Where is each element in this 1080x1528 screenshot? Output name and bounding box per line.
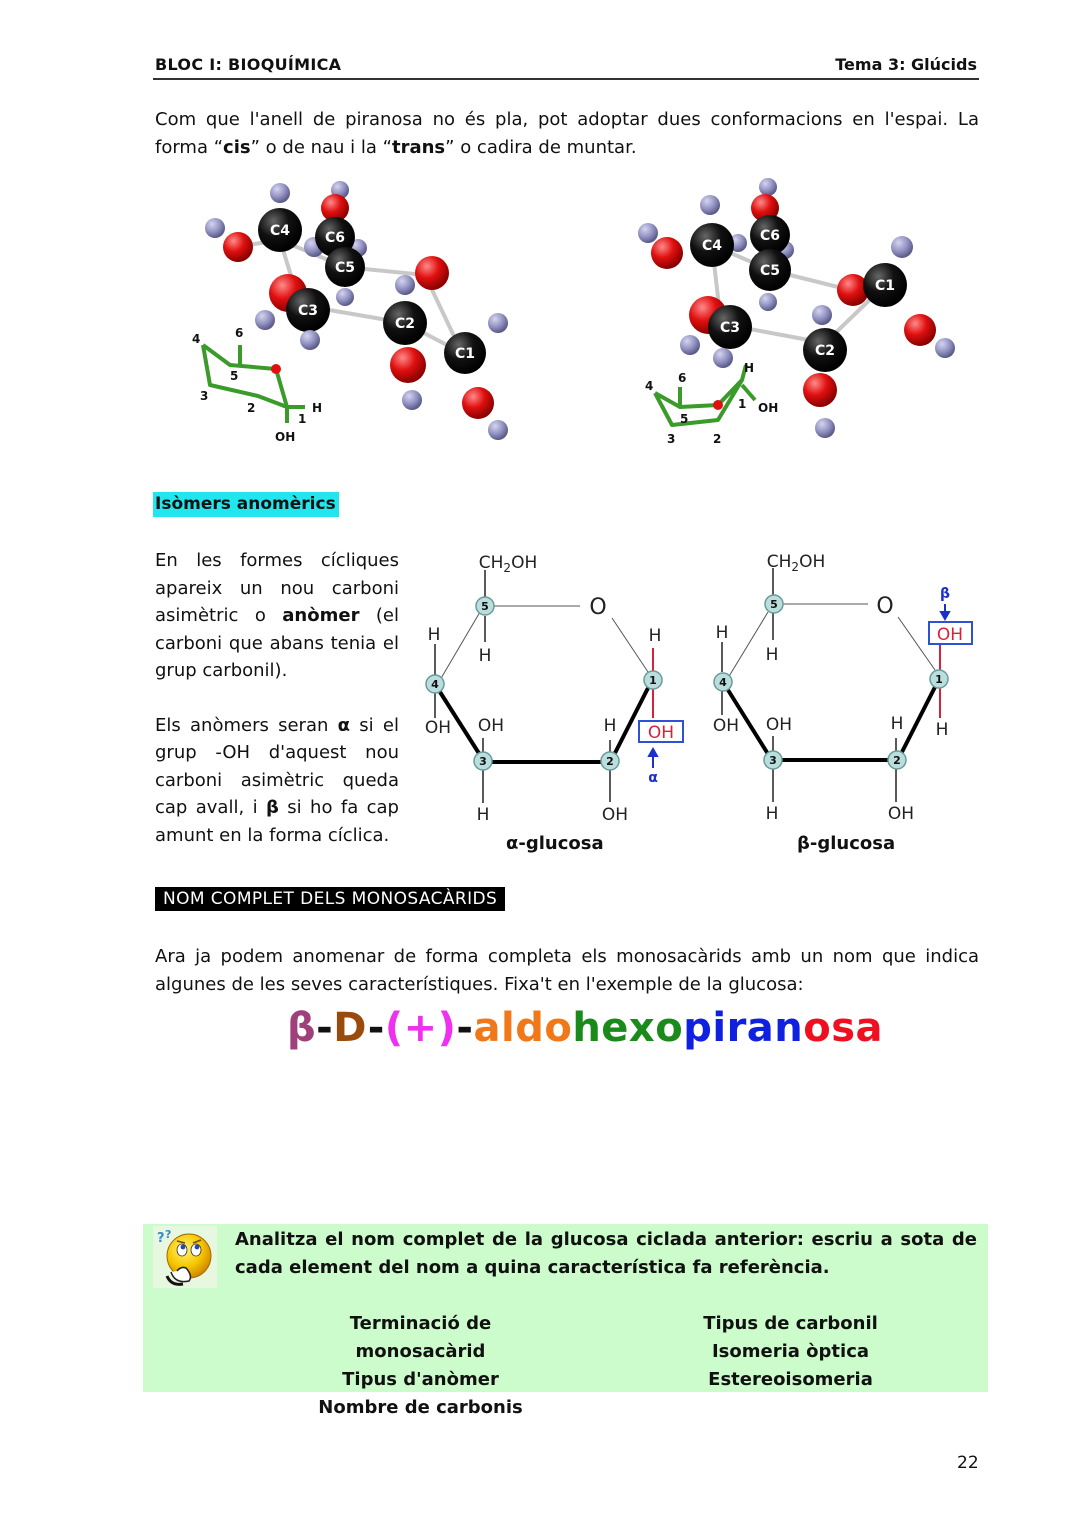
alpha-marker: α — [648, 770, 658, 786]
page-number: 22 — [957, 1453, 979, 1473]
svg-text:6: 6 — [235, 326, 244, 340]
svg-text:3: 3 — [667, 432, 676, 446]
svg-text:C1: C1 — [874, 278, 896, 294]
svg-text:3: 3 — [200, 389, 209, 403]
name-part-series: D — [333, 1005, 368, 1051]
svg-text:4: 4 — [431, 678, 439, 691]
svg-text:C1: C1 — [454, 346, 476, 362]
svg-text:OH: OH — [275, 430, 296, 444]
intro-line-2: forma “cis” o de nau i la “trans” o cadira de muntar. — [155, 137, 637, 158]
name-part-anomer: β — [287, 1005, 317, 1051]
svg-text:?: ? — [165, 1228, 172, 1241]
svg-text:H: H — [476, 805, 490, 825]
svg-text:CH2OH: $CH_2OH$ — [766, 552, 826, 574]
svg-text:C6: C6 — [759, 228, 781, 244]
anomers-paragraph-2: Els anòmers seran α si el grup -OH d'aquest nou carboni asimètric queda cap avall, i β si ho fa cap amunt en la forma cíclica. — [155, 714, 399, 846]
svg-text:H: H — [744, 361, 755, 375]
anomers-paragraph-1: En les formes cícliques apareix un nou carboni asimètric o anòmer (el carboni que abans tenia el grup carbonil). — [155, 550, 399, 681]
svg-text:H: H — [890, 714, 904, 734]
svg-text:3: 3 — [769, 754, 777, 767]
beta-glucose-diagram — [700, 540, 990, 860]
activity-instruction: Analitza el nom complet de la glucosa ciclada anterior: escriu a sota de cada element del nom a quina característica fa referència. — [235, 1229, 977, 1278]
svg-text:2: 2 — [893, 754, 901, 767]
anomer-term: anòmer — [282, 605, 360, 626]
name-part-ring: piran — [683, 1005, 804, 1051]
svg-text:1: 1 — [738, 397, 747, 411]
option-carbon-count: Nombre de carbonis — [318, 1397, 523, 1418]
svg-text:OH: OH — [758, 401, 779, 415]
svg-text:OH: OH — [765, 715, 793, 735]
svg-text:6: 6 — [678, 371, 687, 385]
alpha-glucose-diagram — [410, 540, 700, 860]
full-glucose-name: β-D-(+)-aldohexopiranosa — [287, 1005, 884, 1051]
svg-text:1: 1 — [935, 673, 943, 686]
svg-text:OH: OH — [601, 805, 629, 825]
name-part-carbons: hexo — [572, 1005, 684, 1051]
svg-text:OH: OH — [424, 718, 452, 738]
ball-and-stick-molecule-boat — [180, 175, 530, 450]
options-right-column — [673, 1310, 908, 1394]
svg-text:OH: OH — [477, 716, 505, 736]
svg-text:O: O — [876, 594, 894, 619]
section-title: NOM COMPLET DELS MONOSACÀRIDS — [155, 887, 505, 911]
names-paragraph: Ara ja podem anomenar de forma completa els monosacàrids amb un nom que indica algunes de les seves característiques. Fixa't en l'exemple de la glucosa: — [155, 946, 979, 995]
option-anomer-type: Tipus d'anòmer — [342, 1369, 499, 1390]
svg-text:H: H — [935, 720, 949, 740]
beta-glucose-caption: β-glucosa — [797, 833, 896, 854]
svg-text:5: 5 — [770, 598, 778, 611]
svg-text:H: H — [765, 804, 779, 824]
thinking-face-icon — [153, 1226, 217, 1288]
svg-text:C3: C3 — [297, 303, 319, 319]
svg-text:C2: C2 — [394, 316, 416, 332]
svg-text:O: O — [589, 595, 607, 620]
svg-text:H: H — [478, 646, 492, 666]
svg-text:H: H — [765, 645, 779, 665]
svg-text:5: 5 — [230, 369, 239, 383]
anomers-heading: Isòmers anomèrics — [153, 492, 339, 517]
name-part-optical: (+) — [384, 1005, 457, 1051]
name-part-suffix: osa — [803, 1005, 884, 1051]
anomers-text — [155, 547, 399, 849]
svg-text:C4: C4 — [701, 238, 723, 254]
svg-text:2: 2 — [606, 755, 614, 768]
svg-text:1: 1 — [298, 412, 307, 426]
svg-text:1: 1 — [649, 674, 657, 687]
svg-text:5: 5 — [680, 412, 689, 426]
ball-and-stick-molecule-chair — [620, 175, 990, 450]
svg-text:H: H — [312, 401, 323, 415]
chair-conformation-model — [620, 175, 990, 450]
option-carbonyl-type: Tipus de carbonil — [703, 1313, 878, 1334]
svg-text:4: 4 — [192, 332, 201, 346]
block-title: BLOC I: BIOQUÍMICA — [155, 55, 342, 74]
topic-title: Tema 3: Glúcids — [835, 55, 977, 74]
boat-conformation-model — [180, 175, 530, 450]
svg-text:?: ? — [157, 1231, 165, 1246]
svg-text:OH: OH — [936, 625, 964, 645]
svg-text:5: 5 — [481, 600, 489, 613]
svg-text:H: H — [603, 716, 617, 736]
svg-text:C6: C6 — [324, 230, 346, 246]
beta-marker: β — [939, 586, 951, 602]
svg-text:OH: OH — [887, 804, 915, 824]
svg-text:H: H — [715, 623, 729, 643]
svg-text:H: H — [427, 625, 441, 645]
cis-term: cis — [223, 137, 251, 158]
options-left-column — [283, 1310, 558, 1422]
svg-text:3: 3 — [479, 755, 487, 768]
trans-term: trans — [391, 137, 446, 158]
alpha-glucose-caption: α-glucosa — [506, 833, 604, 854]
option-optical-isomerism: Isomeria òptica — [711, 1341, 870, 1362]
svg-text:CH2OH: $CH_2OH$ — [478, 553, 538, 575]
intro-paragraph — [155, 106, 979, 162]
svg-text:H: H — [648, 626, 662, 646]
intro-line-1: Com que l'anell de piranosa no és pla, pot adoptar dues conformacions en l'espai. La — [155, 109, 979, 130]
svg-text:C3: C3 — [719, 320, 741, 336]
svg-text:4: 4 — [645, 379, 654, 393]
svg-text:C4: C4 — [269, 223, 291, 239]
svg-text:2: 2 — [247, 401, 256, 415]
svg-text:OH: OH — [647, 723, 675, 743]
svg-text:OH: OH — [712, 716, 740, 736]
activity-box — [143, 1224, 988, 1418]
svg-text:4: 4 — [719, 676, 727, 689]
option-stereoisomerism: Estereoisomeria — [708, 1369, 873, 1390]
svg-text:C5: C5 — [334, 260, 356, 276]
option-monosaccharide-ending: Terminació de monosacàrid — [349, 1313, 492, 1362]
svg-text:2: 2 — [713, 432, 722, 446]
page-header — [153, 52, 979, 80]
svg-text:C2: C2 — [814, 343, 836, 359]
name-part-carbonyl: aldo — [473, 1005, 573, 1051]
svg-text:C5: C5 — [759, 263, 781, 279]
